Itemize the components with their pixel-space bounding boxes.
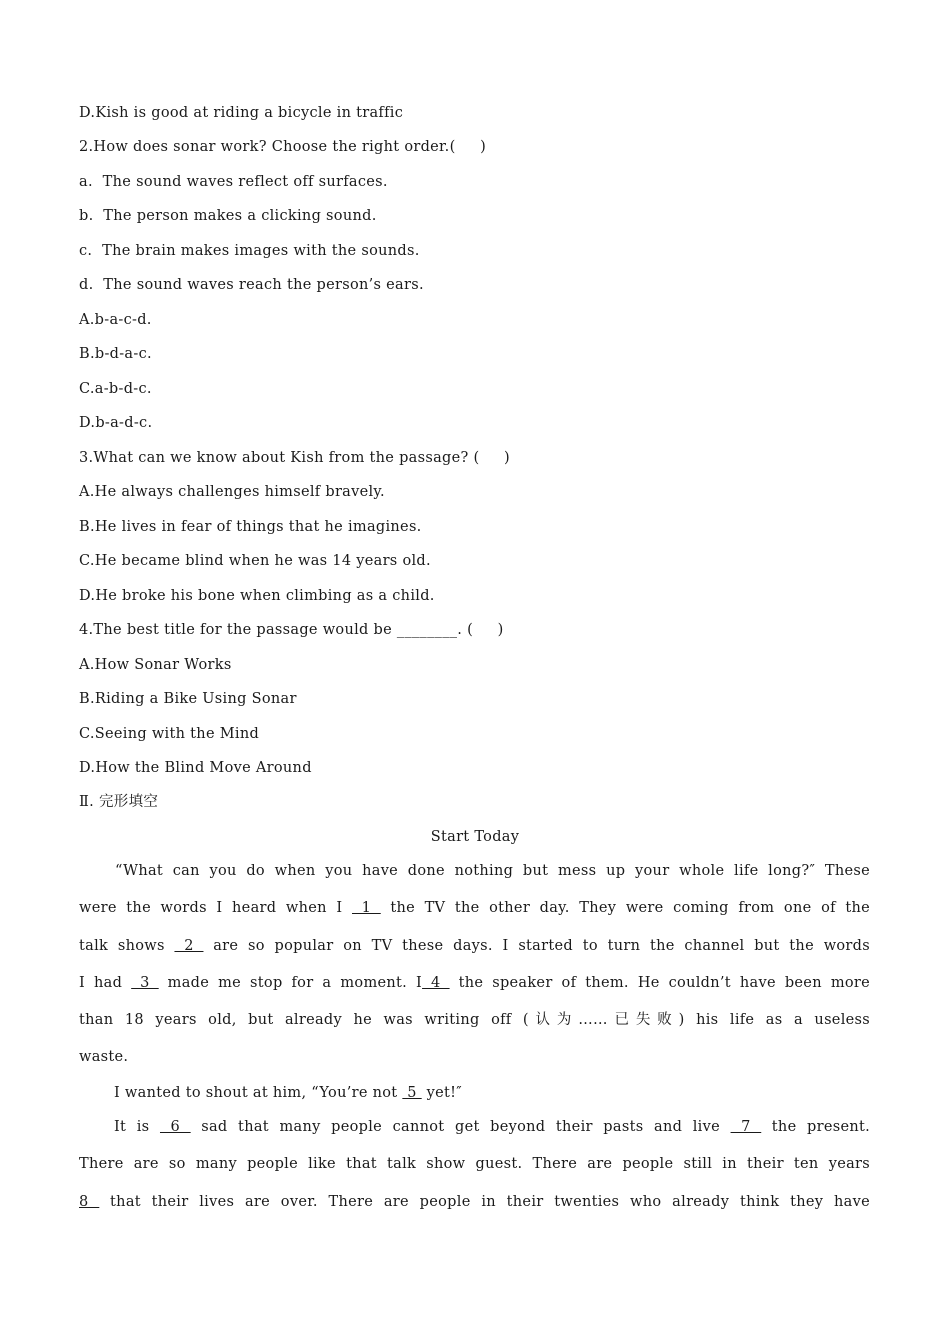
q2-option-c[interactable]: C.a-b-d-c.: [79, 381, 152, 397]
passage-paragraph-2: I wanted to shout at him, “You’re not 5 yet!″: [114, 1085, 462, 1101]
blank-6[interactable]: 6: [159, 1119, 191, 1135]
q3-option-a[interactable]: A.He always challenges himself bravely.: [79, 484, 385, 500]
blank-2[interactable]: 2: [174, 937, 204, 954]
p1-line-3: talk shows 2 are so popular on TV these days. I started to turn the channel but the words: [79, 937, 870, 954]
q3-option-c[interactable]: C.He became blind when he was 14 years old.: [79, 553, 431, 569]
p1-line-6: waste.: [79, 1049, 129, 1066]
p3-line-1: It is 6 sad that many people cannot get beyond their pasts and live 7 the present.: [114, 1119, 871, 1135]
q2-option-b[interactable]: B.b-d-a-c.: [79, 346, 152, 362]
q4-option-c[interactable]: C.Seeing with the Mind: [79, 726, 260, 742]
q3-option-b[interactable]: B.He lives in fear of things that he imagines.: [79, 519, 422, 535]
section-heading: Ⅱ. 完形填空: [79, 794, 159, 810]
passage-title: Start Today: [430, 829, 520, 845]
blank-5[interactable]: 5: [402, 1085, 422, 1101]
passage-paragraph-1: [79, 859, 870, 1083]
passage-paragraph-3: [79, 1115, 870, 1227]
q2-step-b: b. The person makes a clicking sound.: [79, 208, 377, 224]
q3-stem: 3.What can we know about Kish from the passage? ( ): [79, 450, 510, 466]
p1-line-5: than 18 years old, but already he was writing off (认为……已失败) his life as a useless: [79, 1012, 870, 1029]
blank-8[interactable]: 8: [79, 1193, 100, 1210]
p1-line-2: were the words I heard when I 1 the TV the other day. They were coming from one of the: [79, 900, 871, 917]
q2-step-a: a. The sound waves reflect off surfaces.: [79, 174, 388, 190]
q4-option-b[interactable]: B.Riding a Bike Using Sonar: [79, 691, 297, 707]
blank-3[interactable]: 3: [131, 974, 159, 991]
p1-line-1: “What can you do when you have done nothing but mess up your whole life long?″ These: [115, 863, 870, 879]
blank-4[interactable]: 4: [422, 974, 450, 991]
q1-option-d[interactable]: D.Kish is good at riding a bicycle in traffic: [79, 105, 404, 121]
q4-option-d[interactable]: D.How the Blind Move Around: [79, 760, 312, 776]
q2-step-d: d. The sound waves reach the person’s ears.: [79, 277, 424, 293]
q4-option-a[interactable]: A.How Sonar Works: [79, 657, 232, 673]
q3-option-d[interactable]: D.He broke his bone when climbing as a child.: [79, 588, 435, 604]
q2-option-a[interactable]: A.b-a-c-d.: [79, 312, 152, 328]
p3-line-3: 8 that their lives are over. There are people in their twenties who already think they have: [79, 1193, 870, 1210]
q2-step-c: c. The brain makes images with the sounds.: [79, 243, 420, 259]
q2-stem: 2.How does sonar work? Choose the right order.( ): [79, 139, 487, 155]
p1-line-4: I had 3 made me stop for a moment. I 4 the speaker of them. He couldn’t have been more: [79, 974, 871, 991]
blank-1[interactable]: 1: [352, 900, 381, 917]
p3-line-2: There are so many people like that talk show guest. There are people still in their ten years: [79, 1156, 870, 1173]
q2-option-d[interactable]: D.b-a-d-c.: [79, 415, 153, 431]
blank-7[interactable]: 7: [730, 1119, 762, 1135]
q4-stem: 4.The best title for the passage would be ________. ( ): [79, 622, 504, 638]
